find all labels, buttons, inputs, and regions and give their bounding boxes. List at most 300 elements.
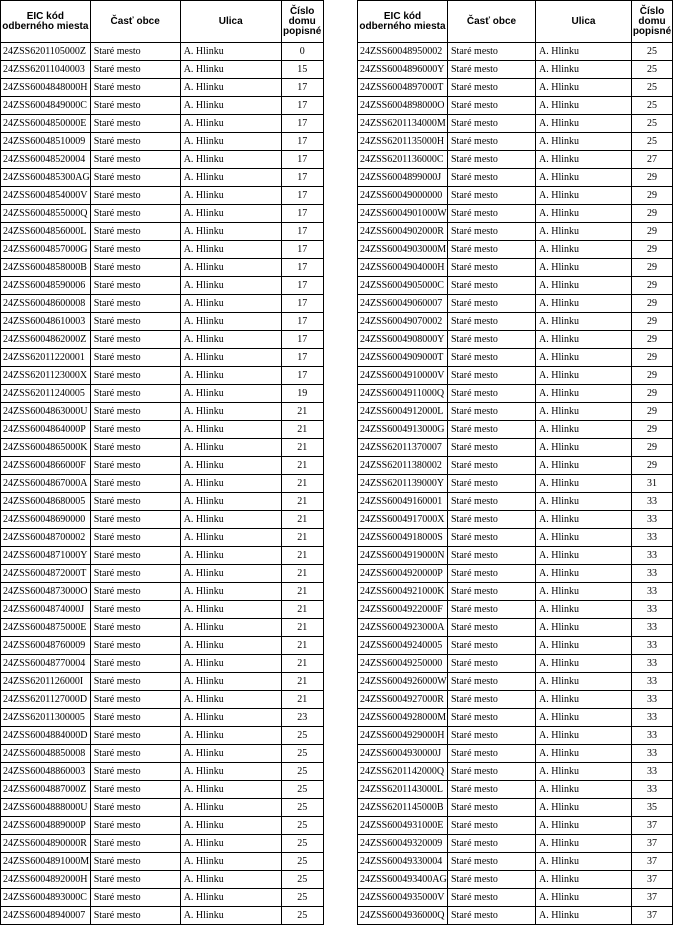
number-cell: 21 (281, 673, 323, 691)
part-cell: Staré mesto (90, 493, 180, 511)
table-row (358, 889, 673, 907)
eic-cell: 24ZSS6201139000Y (358, 475, 448, 493)
number-cell: 17 (281, 349, 323, 367)
eic-cell: 24ZSS6004865000K (1, 439, 91, 457)
right-table (357, 0, 673, 925)
part-cell: Staré mesto (448, 601, 536, 619)
part-cell: Staré mesto (448, 313, 536, 331)
street-cell: A. Hlinku (536, 295, 632, 313)
part-cell: Staré mesto (90, 169, 180, 187)
part-cell: Staré mesto (90, 259, 180, 277)
street-cell: A. Hlinku (536, 817, 632, 835)
street-cell: A. Hlinku (180, 655, 281, 673)
table-row (1, 889, 324, 907)
table-row (358, 187, 673, 205)
table-row (1, 223, 324, 241)
part-cell: Staré mesto (90, 439, 180, 457)
part-cell: Staré mesto (90, 205, 180, 223)
number-cell: 33 (632, 745, 673, 763)
part-cell: Staré mesto (448, 511, 536, 529)
eic-cell: 24ZSS6004936000Q (358, 907, 448, 925)
number-cell: 37 (632, 835, 673, 853)
part-cell: Staré mesto (90, 223, 180, 241)
table-row (358, 241, 673, 259)
street-cell: A. Hlinku (180, 277, 281, 295)
table-row (358, 97, 673, 115)
eic-cell: 24ZSS6201123000X (1, 367, 91, 385)
table-row (1, 781, 324, 799)
table-row (358, 115, 673, 133)
right-table-body (358, 43, 673, 925)
number-cell: 21 (281, 439, 323, 457)
number-cell: 17 (281, 79, 323, 97)
number-cell: 17 (281, 223, 323, 241)
part-cell: Staré mesto (90, 151, 180, 169)
street-cell: A. Hlinku (536, 133, 632, 151)
table-row (1, 511, 324, 529)
street-cell: A. Hlinku (536, 727, 632, 745)
table-row (358, 79, 673, 97)
table-row (358, 493, 673, 511)
table-row (358, 745, 673, 763)
street-cell: A. Hlinku (536, 43, 632, 61)
street-cell: A. Hlinku (536, 637, 632, 655)
part-cell: Staré mesto (448, 133, 536, 151)
number-cell: 33 (632, 493, 673, 511)
street-cell: A. Hlinku (536, 115, 632, 133)
eic-cell: 24ZSS6004923000A (358, 619, 448, 637)
street-cell: A. Hlinku (180, 475, 281, 493)
number-cell: 33 (632, 763, 673, 781)
part-cell: Staré mesto (448, 763, 536, 781)
eic-cell: 24ZSS6004913000G (358, 421, 448, 439)
eic-cell: 24ZSS6004922000F (358, 601, 448, 619)
part-cell: Staré mesto (448, 421, 536, 439)
table-row (1, 529, 324, 547)
number-cell: 15 (281, 61, 323, 79)
eic-cell: 24ZSS60049000000 (358, 187, 448, 205)
street-cell: A. Hlinku (536, 673, 632, 691)
part-cell: Staré mesto (90, 61, 180, 79)
part-cell: Staré mesto (90, 241, 180, 259)
table-row (358, 619, 673, 637)
eic-cell: 24ZSS62011370007 (358, 439, 448, 457)
street-cell: A. Hlinku (536, 493, 632, 511)
street-cell: A. Hlinku (536, 655, 632, 673)
table-row (358, 655, 673, 673)
street-cell: A. Hlinku (536, 547, 632, 565)
table-row (1, 43, 324, 61)
eic-cell: 24ZSS6004856000L (1, 223, 91, 241)
number-cell: 19 (281, 385, 323, 403)
number-cell: 29 (632, 403, 673, 421)
number-cell: 29 (632, 367, 673, 385)
table-row (1, 421, 324, 439)
eic-cell: 24ZSS6004902000R (358, 223, 448, 241)
table-row (358, 331, 673, 349)
table-row (1, 475, 324, 493)
part-cell: Staré mesto (90, 763, 180, 781)
number-cell: 17 (281, 367, 323, 385)
number-cell: 37 (632, 907, 673, 925)
street-cell: A. Hlinku (536, 97, 632, 115)
eic-cell: 24ZSS6004849000C (1, 97, 91, 115)
table-row (358, 547, 673, 565)
header-number: Číslo domu popisné (281, 1, 323, 43)
eic-cell: 24ZSS6004893000C (1, 889, 91, 907)
street-cell: A. Hlinku (536, 799, 632, 817)
part-cell: Staré mesto (448, 457, 536, 475)
eic-cell: 24ZSS6004850000E (1, 115, 91, 133)
table-row (1, 115, 324, 133)
street-cell: A. Hlinku (180, 871, 281, 889)
eic-cell: 24ZSS60048760009 (1, 637, 91, 655)
street-cell: A. Hlinku (180, 331, 281, 349)
street-cell: A. Hlinku (536, 187, 632, 205)
number-cell: 21 (281, 565, 323, 583)
part-cell: Staré mesto (448, 187, 536, 205)
part-cell: Staré mesto (448, 871, 536, 889)
street-cell: A. Hlinku (180, 421, 281, 439)
part-cell: Staré mesto (448, 403, 536, 421)
table-row (1, 277, 324, 295)
street-cell: A. Hlinku (180, 781, 281, 799)
eic-cell: 24ZSS6004898000O (358, 97, 448, 115)
number-cell: 29 (632, 223, 673, 241)
table-row (1, 313, 324, 331)
part-cell: Staré mesto (90, 187, 180, 205)
table-row (1, 241, 324, 259)
part-cell: Staré mesto (90, 511, 180, 529)
street-cell: A. Hlinku (180, 223, 281, 241)
eic-cell: 24ZSS6004908000Y (358, 331, 448, 349)
number-cell: 29 (632, 295, 673, 313)
eic-cell: 24ZSS62011300005 (1, 709, 91, 727)
part-cell: Staré mesto (448, 655, 536, 673)
part-cell: Staré mesto (448, 61, 536, 79)
part-cell: Staré mesto (90, 349, 180, 367)
street-cell: A. Hlinku (180, 511, 281, 529)
table-row (358, 817, 673, 835)
number-cell: 29 (632, 187, 673, 205)
part-cell: Staré mesto (448, 709, 536, 727)
eic-cell: 24ZSS6004889000P (1, 817, 91, 835)
header-street: Ulica (536, 1, 632, 43)
street-cell: A. Hlinku (180, 79, 281, 97)
street-cell: A. Hlinku (536, 565, 632, 583)
number-cell: 25 (281, 835, 323, 853)
part-cell: Staré mesto (448, 637, 536, 655)
street-cell: A. Hlinku (536, 457, 632, 475)
table-row (1, 187, 324, 205)
left-table-body (1, 43, 324, 925)
eic-cell: 24ZSS6201126000I (1, 673, 91, 691)
table-row (1, 799, 324, 817)
street-cell: A. Hlinku (180, 259, 281, 277)
street-cell: A. Hlinku (536, 403, 632, 421)
eic-cell: 24ZSS60048950002 (358, 43, 448, 61)
street-cell: A. Hlinku (180, 547, 281, 565)
eic-cell: 24ZSS6004905000C (358, 277, 448, 295)
table-row (1, 493, 324, 511)
part-cell: Staré mesto (90, 871, 180, 889)
eic-cell: 24ZSS6201136000C (358, 151, 448, 169)
eic-cell: 24ZSS6004928000M (358, 709, 448, 727)
number-cell: 37 (632, 871, 673, 889)
eic-cell: 24ZSS6201134000M (358, 115, 448, 133)
table-row (1, 457, 324, 475)
table-row (1, 907, 324, 925)
number-cell: 33 (632, 781, 673, 799)
number-cell: 29 (632, 259, 673, 277)
part-cell: Staré mesto (90, 835, 180, 853)
street-cell: A. Hlinku (180, 529, 281, 547)
table-row (1, 583, 324, 601)
street-cell: A. Hlinku (180, 349, 281, 367)
number-cell: 29 (632, 241, 673, 259)
eic-cell: 24ZSS6004899000J (358, 169, 448, 187)
street-cell: A. Hlinku (180, 691, 281, 709)
part-cell: Staré mesto (90, 637, 180, 655)
part-cell: Staré mesto (448, 781, 536, 799)
eic-cell: 24ZSS60049160001 (358, 493, 448, 511)
street-cell: A. Hlinku (180, 115, 281, 133)
street-cell: A. Hlinku (180, 799, 281, 817)
table-row (358, 385, 673, 403)
table-row (1, 547, 324, 565)
number-cell: 33 (632, 547, 673, 565)
table-row (1, 763, 324, 781)
part-cell: Staré mesto (448, 817, 536, 835)
eic-cell: 24ZSS60048770004 (1, 655, 91, 673)
table-row (1, 403, 324, 421)
part-cell: Staré mesto (448, 331, 536, 349)
part-cell: Staré mesto (448, 115, 536, 133)
street-cell: A. Hlinku (180, 835, 281, 853)
part-cell: Staré mesto (90, 601, 180, 619)
number-cell: 17 (281, 97, 323, 115)
table-row (358, 583, 673, 601)
street-cell: A. Hlinku (536, 691, 632, 709)
number-cell: 35 (632, 799, 673, 817)
street-cell: A. Hlinku (536, 223, 632, 241)
table-row (358, 799, 673, 817)
number-cell: 21 (281, 475, 323, 493)
number-cell: 25 (632, 43, 673, 61)
part-cell: Staré mesto (90, 781, 180, 799)
eic-cell: 24ZSS6004896000Y (358, 61, 448, 79)
street-cell: A. Hlinku (536, 835, 632, 853)
table-row (1, 745, 324, 763)
table-row (1, 169, 324, 187)
street-cell: A. Hlinku (536, 79, 632, 97)
street-cell: A. Hlinku (180, 889, 281, 907)
part-cell: Staré mesto (448, 907, 536, 925)
street-cell: A. Hlinku (536, 583, 632, 601)
eic-cell: 24ZSS6004904000H (358, 259, 448, 277)
number-cell: 25 (281, 727, 323, 745)
number-cell: 33 (632, 511, 673, 529)
part-cell: Staré mesto (448, 529, 536, 547)
eic-cell: 24ZSS6004872000T (1, 565, 91, 583)
number-cell: 21 (281, 583, 323, 601)
table-row (1, 61, 324, 79)
eic-cell: 24ZSS62011220001 (1, 349, 91, 367)
part-cell: Staré mesto (448, 547, 536, 565)
eic-cell: 24ZSS6004864000P (1, 421, 91, 439)
part-cell: Staré mesto (90, 889, 180, 907)
number-cell: 29 (632, 313, 673, 331)
number-cell: 33 (632, 655, 673, 673)
street-cell: A. Hlinku (180, 295, 281, 313)
number-cell: 17 (281, 115, 323, 133)
number-cell: 25 (281, 781, 323, 799)
part-cell: Staré mesto (448, 835, 536, 853)
eic-cell: 24ZSS6004871000Y (1, 547, 91, 565)
street-cell: A. Hlinku (180, 151, 281, 169)
part-cell: Staré mesto (448, 43, 536, 61)
number-cell: 33 (632, 619, 673, 637)
table-row (358, 421, 673, 439)
part-cell: Staré mesto (90, 403, 180, 421)
eic-cell: 24ZSS60048940007 (1, 907, 91, 925)
part-cell: Staré mesto (448, 673, 536, 691)
street-cell: A. Hlinku (536, 853, 632, 871)
eic-cell: 24ZSS6004919000N (358, 547, 448, 565)
part-cell: Staré mesto (90, 421, 180, 439)
eic-cell: 24ZSS60048590006 (1, 277, 91, 295)
street-cell: A. Hlinku (180, 745, 281, 763)
header-part: Časť obce (90, 1, 180, 43)
street-cell: A. Hlinku (180, 313, 281, 331)
number-cell: 33 (632, 529, 673, 547)
table-row (358, 511, 673, 529)
number-cell: 21 (281, 637, 323, 655)
eic-cell: 24ZSS6004873000O (1, 583, 91, 601)
part-cell: Staré mesto (448, 727, 536, 745)
number-cell: 33 (632, 637, 673, 655)
number-cell: 29 (632, 421, 673, 439)
number-cell: 33 (632, 709, 673, 727)
street-cell: A. Hlinku (536, 61, 632, 79)
table-row (358, 835, 673, 853)
part-cell: Staré mesto (90, 691, 180, 709)
number-cell: 25 (281, 799, 323, 817)
number-cell: 17 (281, 295, 323, 313)
part-cell: Staré mesto (448, 295, 536, 313)
part-cell: Staré mesto (90, 745, 180, 763)
street-cell: A. Hlinku (536, 475, 632, 493)
eic-cell: 24ZSS6004897000T (358, 79, 448, 97)
table-row (1, 565, 324, 583)
number-cell: 25 (281, 763, 323, 781)
table-row (358, 367, 673, 385)
table-row (1, 853, 324, 871)
street-cell: A. Hlinku (536, 871, 632, 889)
number-cell: 21 (281, 547, 323, 565)
street-cell: A. Hlinku (180, 457, 281, 475)
number-cell: 37 (632, 853, 673, 871)
number-cell: 33 (632, 691, 673, 709)
table-row (1, 151, 324, 169)
eic-cell: 24ZSS60048520004 (1, 151, 91, 169)
part-cell: Staré mesto (448, 439, 536, 457)
header-eic: EIC kód odberného miesta (358, 1, 448, 43)
eic-cell: 24ZSS6004917000X (358, 511, 448, 529)
table-row (1, 709, 324, 727)
street-cell: A. Hlinku (180, 763, 281, 781)
table-row (1, 79, 324, 97)
street-cell: A. Hlinku (180, 907, 281, 925)
eic-cell: 24ZSS6004854000V (1, 187, 91, 205)
table-row (358, 151, 673, 169)
street-cell: A. Hlinku (536, 277, 632, 295)
number-cell: 27 (632, 151, 673, 169)
part-cell: Staré mesto (90, 655, 180, 673)
table-row (1, 871, 324, 889)
street-cell: A. Hlinku (536, 781, 632, 799)
street-cell: A. Hlinku (180, 493, 281, 511)
table-row (358, 457, 673, 475)
eic-cell: 24ZSS6004890000R (1, 835, 91, 853)
table-row (358, 673, 673, 691)
number-cell: 37 (632, 817, 673, 835)
table-row (1, 367, 324, 385)
table-row (358, 349, 673, 367)
street-cell: A. Hlinku (536, 151, 632, 169)
street-cell: A. Hlinku (536, 385, 632, 403)
table-row (1, 385, 324, 403)
street-cell: A. Hlinku (180, 565, 281, 583)
number-cell: 29 (632, 439, 673, 457)
part-cell: Staré mesto (448, 259, 536, 277)
street-cell: A. Hlinku (180, 403, 281, 421)
eic-cell: 24ZSS62011040003 (1, 61, 91, 79)
part-cell: Staré mesto (448, 799, 536, 817)
number-cell: 21 (281, 493, 323, 511)
part-cell: Staré mesto (448, 889, 536, 907)
street-cell: A. Hlinku (536, 907, 632, 925)
number-cell: 29 (632, 349, 673, 367)
eic-cell: 24ZSS60049330004 (358, 853, 448, 871)
street-cell: A. Hlinku (536, 313, 632, 331)
number-cell: 29 (632, 385, 673, 403)
eic-cell: 24ZSS6201135000H (358, 133, 448, 151)
part-cell: Staré mesto (448, 493, 536, 511)
part-cell: Staré mesto (448, 745, 536, 763)
street-cell: A. Hlinku (536, 511, 632, 529)
street-cell: A. Hlinku (180, 619, 281, 637)
part-cell: Staré mesto (448, 97, 536, 115)
number-cell: 33 (632, 583, 673, 601)
number-cell: 37 (632, 889, 673, 907)
eic-cell: 24ZSS6004857000G (1, 241, 91, 259)
number-cell: 0 (281, 43, 323, 61)
eic-cell: 24ZSS60048860003 (1, 763, 91, 781)
number-cell: 33 (632, 673, 673, 691)
table-row (358, 169, 673, 187)
street-cell: A. Hlinku (180, 367, 281, 385)
eic-cell: 24ZSS6004918000S (358, 529, 448, 547)
street-cell: A. Hlinku (536, 367, 632, 385)
table-row (1, 835, 324, 853)
street-cell: A. Hlinku (180, 583, 281, 601)
part-cell: Staré mesto (90, 367, 180, 385)
eic-cell: 24ZSS6004903000M (358, 241, 448, 259)
number-cell: 17 (281, 151, 323, 169)
eic-cell: 24ZSS6201143000L (358, 781, 448, 799)
header-row (358, 1, 673, 43)
